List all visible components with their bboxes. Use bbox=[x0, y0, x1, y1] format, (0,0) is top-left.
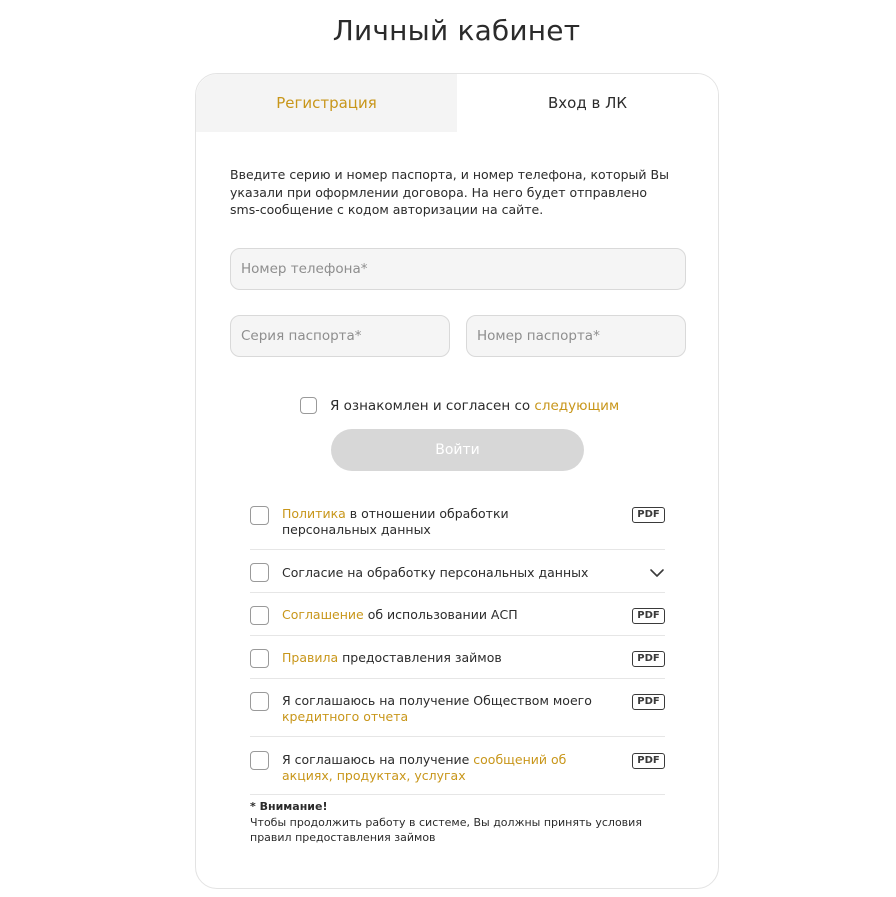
pdf-badge[interactable]: PDF bbox=[632, 507, 665, 523]
rules-link[interactable]: Правила bbox=[282, 650, 339, 665]
pdf-badge[interactable]: PDF bbox=[632, 694, 665, 710]
list-item bbox=[250, 636, 665, 679]
rules-label: предоставления займов bbox=[338, 650, 502, 665]
list-item bbox=[250, 593, 665, 636]
login-button[interactable]: Войти bbox=[331, 429, 584, 471]
passport-series-input[interactable] bbox=[230, 315, 450, 357]
policy-link[interactable]: Политика bbox=[282, 506, 346, 521]
list-item bbox=[250, 737, 665, 795]
notice bbox=[250, 799, 670, 846]
agreement-row bbox=[300, 397, 619, 414]
asp-checkbox[interactable] bbox=[250, 606, 269, 625]
notice-text: Чтобы продолжить работу в системе, Вы должны принять условия правил предоставления займов bbox=[250, 815, 642, 844]
credit-report-checkbox[interactable] bbox=[250, 692, 269, 711]
page-title: Личный кабинет bbox=[332, 14, 581, 47]
intro-text: Введите серию и номер паспорта, и номер телефона, который Вы указали при оформлении договора. На него будет отправлено sms-сообщение с кодом авторизации на сайте. bbox=[230, 167, 669, 217]
consent-checkbox[interactable] bbox=[250, 563, 269, 582]
consent-text: Согласие на обработку персональных данных bbox=[282, 565, 589, 580]
asp-link[interactable]: Соглашение bbox=[282, 607, 364, 622]
tab-login[interactable]: Вход в ЛК bbox=[457, 74, 718, 132]
documents-list bbox=[250, 492, 665, 795]
policy-checkbox[interactable] bbox=[250, 506, 269, 525]
chevron-down-icon[interactable] bbox=[649, 565, 665, 581]
agreement-text: Я ознакомлен и согласен со bbox=[330, 397, 535, 414]
pdf-badge[interactable]: PDF bbox=[632, 608, 665, 624]
promo-label: Я соглашаюсь на получение bbox=[282, 752, 474, 767]
rules-text bbox=[282, 650, 600, 666]
credit-report-label: Я соглашаюсь на получение Обществом моего bbox=[282, 693, 592, 708]
policy-label: в отношении обработки персональных данных bbox=[282, 506, 509, 537]
tab-registration[interactable]: Регистрация bbox=[196, 74, 457, 132]
list-item bbox=[250, 492, 665, 550]
credit-report-link[interactable]: кредитного отчета bbox=[282, 709, 409, 724]
phone-input[interactable] bbox=[230, 248, 686, 290]
passport-number-input[interactable] bbox=[466, 315, 686, 357]
credit-report-text bbox=[282, 693, 600, 725]
rules-checkbox[interactable] bbox=[250, 649, 269, 668]
promo-checkbox[interactable] bbox=[250, 751, 269, 770]
tabs bbox=[196, 74, 718, 132]
agreement-link[interactable]: следующим bbox=[534, 397, 620, 414]
pdf-badge[interactable]: PDF bbox=[632, 753, 665, 769]
list-item bbox=[250, 679, 665, 737]
list-item bbox=[250, 550, 665, 593]
pdf-badge[interactable]: PDF bbox=[632, 651, 665, 667]
auth-card bbox=[195, 73, 719, 889]
asp-text bbox=[282, 607, 600, 623]
notice-title: * Внимание! bbox=[250, 800, 328, 813]
promo-link[interactable]: сообщений об акциях, продуктах, услугах bbox=[282, 752, 567, 783]
policy-text bbox=[282, 506, 600, 538]
promo-text bbox=[282, 752, 600, 784]
asp-label: об использовании АСП bbox=[363, 607, 518, 622]
agreement-checkbox[interactable] bbox=[300, 397, 317, 414]
